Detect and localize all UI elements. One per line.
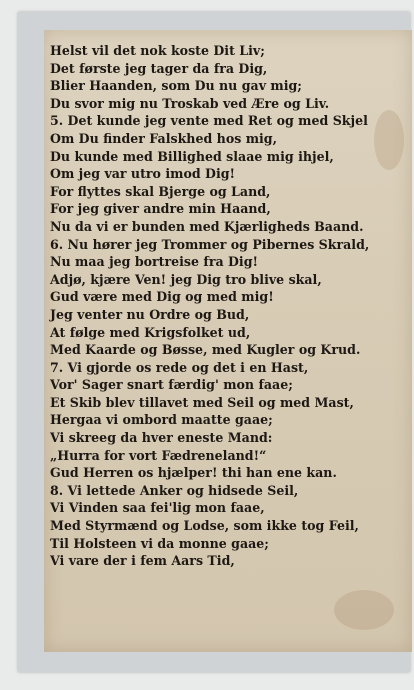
text-line: 5. Det kunde jeg vente med Ret og med Skjel (50, 113, 368, 129)
text-line: Det første jeg tager da fra Dig, (50, 60, 268, 76)
text-line: 8. Vi lettede Anker og hidsede Seil, (50, 482, 299, 498)
text-block (50, 42, 395, 570)
text-line: Vi vare der i fem Aars Tid, (50, 553, 235, 569)
text-line: Om Du finder Falskhed hos mig, (50, 130, 277, 146)
text-line: Vor' Sager snart færdig' mon faae; (50, 377, 293, 393)
text-line: Gud være med Dig og med mig! (50, 289, 274, 305)
text-line: For jeg giver andre min Haand, (50, 201, 271, 217)
text-line: Nu da vi er bunden med Kjærligheds Baand. (50, 218, 364, 234)
text-line: Nu maa jeg bortreise fra Dig! (50, 254, 259, 270)
text-line: Et Skib blev tillavet med Seil og med Mast, (50, 394, 354, 410)
text-line: Til Holsteen vi da monne gaae; (50, 535, 269, 551)
text-line: Blier Haanden, som Du nu gav mig; (50, 78, 302, 94)
text-line: For flyttes skal Bjerge og Land, (50, 183, 271, 199)
text-line: Vi skreeg da hver eneste Mand: (50, 430, 273, 446)
text-line: Om jeg var utro imod Dig! (50, 166, 236, 182)
text-line: 6. Nu hører jeg Trommer og Pibernes Skrald, (50, 236, 370, 252)
text-line: Hergaa vi ombord maatte gaae; (50, 412, 273, 428)
paper-stain (334, 590, 394, 630)
text-line: Gud Herren os hjælper! thi han ene kan. (50, 465, 337, 481)
text-line: „Hurra for vort Fædreneland!“ (50, 447, 267, 463)
text-line: Jeg venter nu Ordre og Bud, (50, 306, 250, 322)
text-line: Helst vil det nok koste Dit Liv; (50, 43, 265, 58)
text-line: At følge med Krigsfolket ud, (50, 324, 251, 340)
text-line: Vi Vinden saa fei'lig mon faae, (50, 500, 265, 516)
text-line: Du kunde med Billighed slaae mig ihjel, (50, 148, 334, 164)
text-line: Du svor mig nu Troskab ved Ære og Liv. (50, 95, 330, 111)
text-line: Med Kaarde og Bøsse, med Kugler og Krud. (50, 342, 361, 358)
text-line: 7. Vi gjorde os rede og det i en Hast, (50, 359, 309, 375)
text-line: Med Styrmænd og Lodse, som ikke tog Feil, (50, 518, 359, 534)
text-line: Adjø, kjære Ven! jeg Dig tro blive skal, (50, 271, 322, 287)
